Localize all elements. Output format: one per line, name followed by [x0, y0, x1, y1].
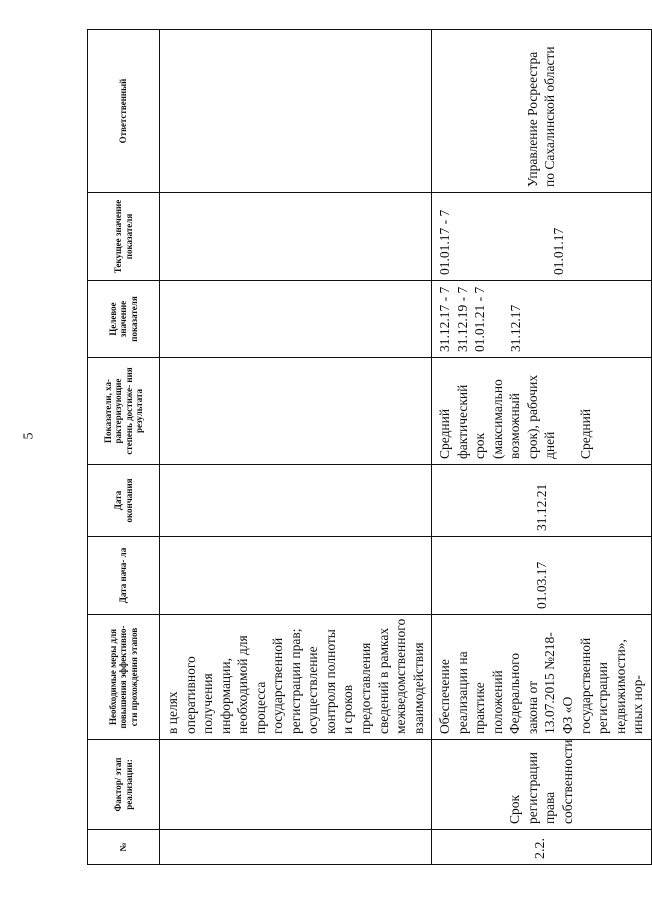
indicator-text-1: Средний фактический срок (максимально возможный срок), рабочих дней	[437, 374, 558, 459]
cell-start-date: 01.03.17	[432, 537, 652, 615]
cell-current-value	[432, 193, 652, 281]
current-value-1: 01.01.17 - 7	[437, 209, 453, 275]
cell-end-date	[160, 465, 432, 537]
cell-responsible	[160, 30, 432, 193]
target-value-2: 31.12.19 - 7	[454, 286, 470, 352]
measures-table	[87, 29, 652, 865]
header-no: №	[88, 830, 160, 865]
cell-factor: Срок регистрации права собственности	[432, 740, 652, 830]
target-value-3: 01.01.21 - 7	[472, 286, 488, 352]
cell-indicator	[432, 358, 652, 465]
header-responsible: Ответственный	[88, 30, 160, 193]
header-start-date: Дата нача- ла	[88, 537, 160, 615]
header-indicator: Показатели, ха- рактеризующие степень достиже- ния результата	[88, 358, 160, 465]
current-value-2: 01.01.17	[550, 227, 566, 275]
header-measures: Необходимые меры для повышения эффективно- сти прохождения этапов	[88, 615, 160, 740]
cell-measures: Обеспечение реализации на практике положений Федерального закона от 13.07.2015 №218-ФЗ «О государственной регистрации недвижимости», иных нор-	[432, 615, 652, 740]
cell-current-value	[160, 193, 432, 281]
header-end-date: Дата окончания	[88, 465, 160, 537]
cell-responsible: Управление Росреестра по Сахалинской области	[432, 30, 652, 193]
cell-measures: в целях оперативного получения информации, необходимой для процесса государственной регистрации прав; осуществление контроля полноты и сроков предоставления сведений в рамках межведомственного взаимодействия	[160, 615, 432, 740]
header-factor: Фактор/ этап реализации:	[88, 740, 160, 830]
table-row-2-2	[432, 30, 652, 865]
cell-start-date	[160, 537, 432, 615]
rotated-table-wrapper	[87, 30, 646, 865]
cell-end-date: 31.12.21	[432, 465, 652, 537]
target-value-1: 31.12.17 - 7	[437, 286, 453, 352]
table-header-row	[88, 30, 160, 865]
target-value-4: 31.12.17	[507, 304, 523, 352]
header-current-value: Текущее значение показателя	[88, 193, 160, 281]
table-row-continuation	[160, 30, 432, 865]
cell-no	[160, 830, 432, 865]
header-target-value: Целевое значение показателя	[88, 281, 160, 358]
cell-factor	[160, 740, 432, 830]
cell-indicator	[160, 358, 432, 465]
cell-no: 2.2.	[432, 830, 652, 865]
cell-target-value	[160, 281, 432, 358]
page-number: 5	[21, 432, 37, 440]
indicator-text-2: Средний	[578, 408, 594, 459]
cell-target-value	[432, 281, 652, 358]
